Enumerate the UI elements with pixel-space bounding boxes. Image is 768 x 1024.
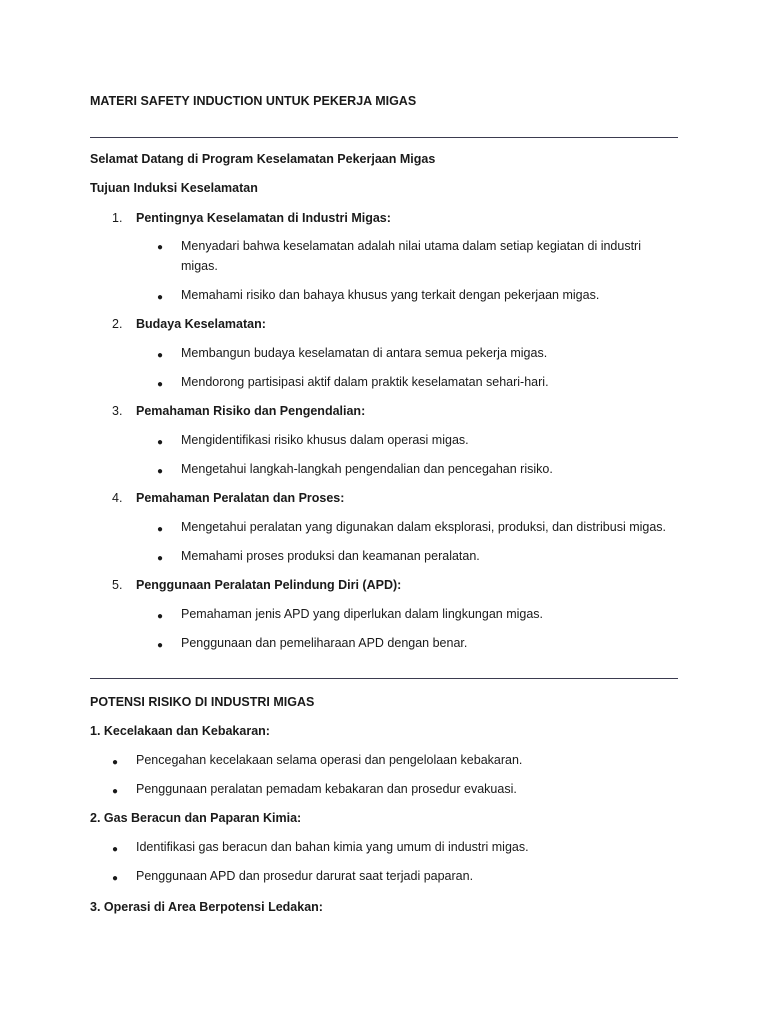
bullet-icon: ● — [157, 350, 164, 361]
bullet-icon: ● — [157, 524, 164, 535]
bullet-icon: ● — [157, 611, 164, 622]
bullet-icon: ● — [157, 379, 164, 390]
horizontal-divider — [90, 137, 678, 138]
objective-bullet-text: Membangun budaya keselamatan di antara semua pekerja migas. — [181, 346, 548, 360]
objective-number: 2. — [112, 317, 123, 331]
bullet-icon: ● — [112, 786, 119, 797]
objective-number: 4. — [112, 491, 123, 505]
objective-bullet-text: Mengetahui peralatan yang digunakan dalam eksplorasi, produksi, dan distribusi migas. — [181, 520, 667, 534]
bullet-icon: ● — [157, 242, 164, 253]
risk-bullet-text: Pencegahan kecelakaan selama operasi dan pengelolaan kebakaran. — [136, 753, 523, 767]
objective-heading: Pemahaman Risiko dan Pengendalian: — [136, 404, 366, 418]
risk-bullet-text: Penggunaan peralatan pemadam kebakaran dan prosedur evakuasi. — [136, 782, 517, 796]
objective-number: 5. — [112, 578, 123, 592]
risk-bullet-text: Penggunaan APD dan prosedur darurat saat terjadi paparan. — [136, 869, 474, 883]
risk-heading: 2. Gas Beracun dan Paparan Kimia: — [90, 811, 302, 825]
risk-heading: 1. Kecelakaan dan Kebakaran: — [90, 724, 270, 738]
objective-bullet-text: Menyadari bahwa keselamatan adalah nilai utama dalam setiap kegiatan di industri migas. — [181, 239, 641, 273]
objective-bullet-text: Mengetahui langkah-langkah pengendalian dan pencegahan risiko. — [181, 462, 553, 476]
objective-bullet-text: Mendorong partisipasi aktif dalam praktik keselamatan sehari-hari. — [181, 375, 549, 389]
risk-heading: 3. Operasi di Area Berpotensi Ledakan: — [90, 900, 323, 914]
bullet-icon: ● — [112, 873, 119, 884]
bullet-icon: ● — [157, 640, 164, 651]
objective-bullet-text: Pemahaman jenis APD yang diperlukan dalam lingkungan migas. — [181, 607, 544, 621]
objective-bullet-text: Memahami risiko dan bahaya khusus yang terkait dengan pekerjaan migas. — [181, 288, 600, 302]
objective-heading: Pemahaman Peralatan dan Proses: — [136, 491, 345, 505]
objective-bullet-text: Memahami proses produksi dan keamanan peralatan. — [181, 549, 480, 563]
objective-bullet-text: Mengidentifikasi risiko khusus dalam operasi migas. — [181, 433, 469, 447]
objective-bullet-text: Penggunaan dan pemeliharaan APD dengan benar. — [181, 636, 468, 650]
bullet-icon: ● — [112, 844, 119, 855]
bullet-icon: ● — [157, 553, 164, 564]
bullet-icon: ● — [157, 466, 164, 477]
objective-heading: Penggunaan Peralatan Pelindung Diri (APD): — [136, 578, 402, 592]
objective-number: 1. — [112, 211, 123, 225]
bullet-icon: ● — [112, 757, 119, 768]
objective-heading: Budaya Keselamatan: — [136, 317, 266, 331]
objective-heading: Pentingnya Keselamatan di Industri Migas: — [136, 211, 391, 225]
bullet-icon: ● — [157, 437, 164, 448]
horizontal-divider — [90, 678, 678, 679]
bullet-icon: ● — [157, 292, 164, 303]
objectives-heading: Tujuan Induksi Keselamatan — [90, 181, 258, 195]
objective-number: 3. — [112, 404, 123, 418]
risk-bullet-text: Identifikasi gas beracun dan bahan kimia yang umum di industri migas. — [136, 840, 529, 854]
risks-heading: POTENSI RISIKO DI INDUSTRI MIGAS — [90, 695, 315, 709]
document-title: MATERI SAFETY INDUCTION UNTUK PEKERJA MIGAS — [90, 94, 417, 108]
welcome-heading: Selamat Datang di Program Keselamatan Pekerjaan Migas — [90, 152, 436, 166]
